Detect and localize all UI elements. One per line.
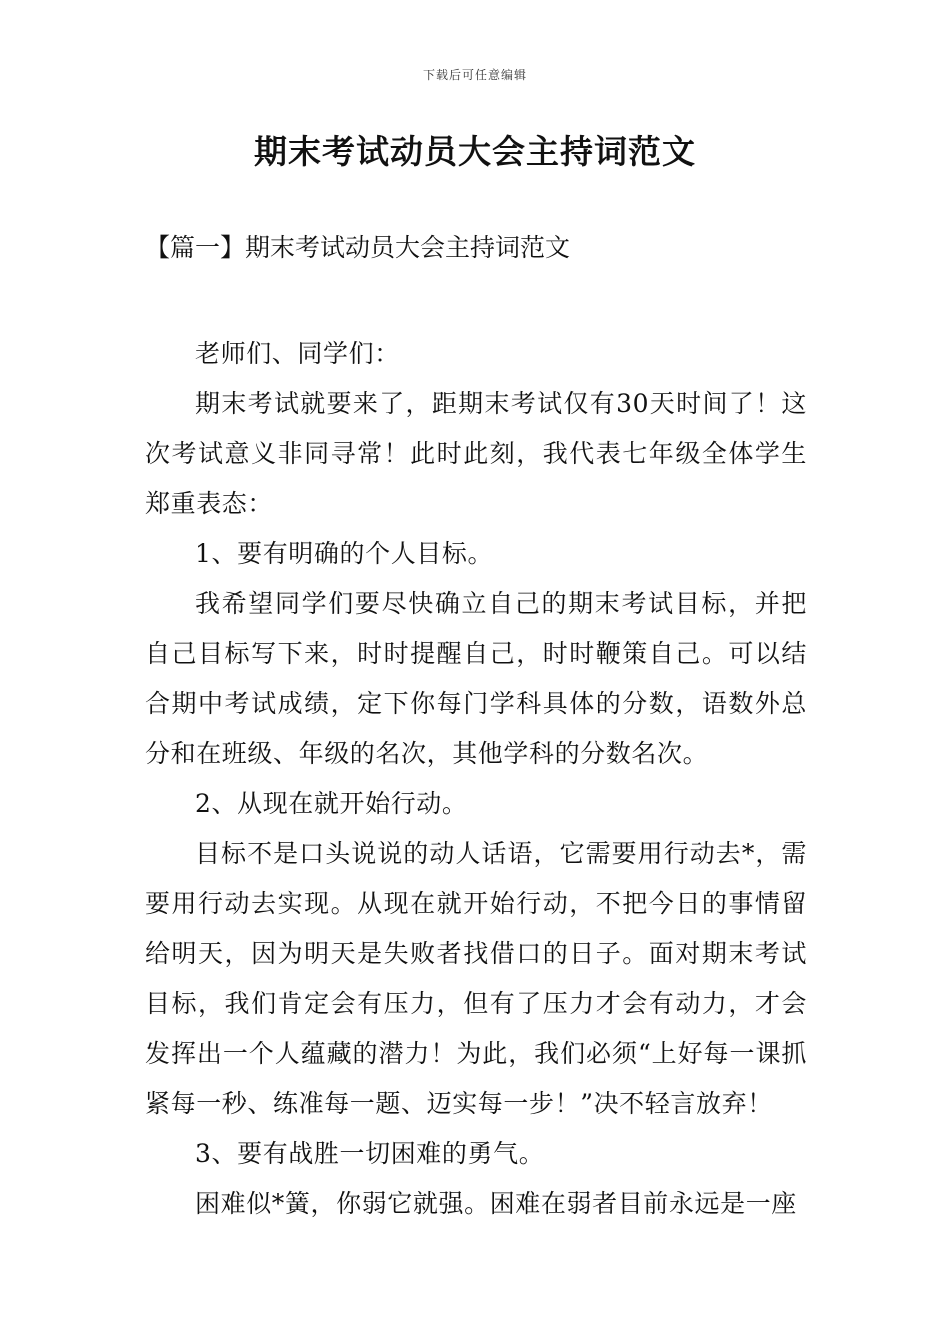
paragraph-action: 目标不是口头说说的动人话语，它需要用行动去*，需要用行动去实现。从现在就开始行动，不把今日的事情留给明天，因为明天是失败者找借口的日子。面对期末考试目标，我们肯定会有压力，但有了压力才会有动力，才会发挥出一个人蕴藏的潜力！为此，我们必须“上好每一课抓紧每一秒、练准每一题、迈实每一步！”决不轻言放弃！ [145,839,807,1118]
paragraph-heading-1: 1、要有明确的个人目标。 [195,539,494,568]
document-body [145,329,807,1229]
paragraph-heading-2: 2、从现在就开始行动。 [195,789,468,818]
paragraph-goal: 我希望同学们要尽快确立自己的期末考试目标，并把自己目标写下来，时时提醒自己，时时鞭策自己。可以结合期中考试成绩，定下你每门学科具体的分数，语数外总分和在班级、年级的名次，其他学科的分数名次。 [145,589,807,768]
header-note: 下载后可任意编辑 [422,68,527,82]
paragraph-greeting: 老师们、同学们： [195,339,400,368]
section-title: 【篇一】期末考试动员大会主持词范文 [145,233,571,262]
document-title: 期末考试动员大会主持词范文 [254,132,696,171]
paragraph-courage: 困难似*簧，你弱它就强。困难在弱者目前永远是一座 [195,1189,797,1218]
paragraph-heading-3: 3、要有战胜一切困难的勇气。 [195,1139,545,1168]
paragraph-intro: 期末考试就要来了，距期末考试仅有30天时间了！这次考试意义非同寻常！此时此刻，我代表七年级全体学生郑重表态： [145,389,807,518]
